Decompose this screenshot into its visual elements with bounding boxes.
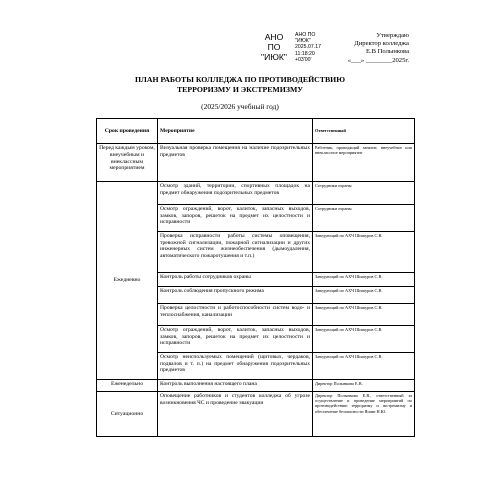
digital-signature-stamp — [259, 32, 333, 64]
responsible-cell: Директор Полынкова Е.В., ответственный за осуществление и проведение мероприятий по противодействию терроризму и экстремизму и обеспечение безопасности Яшин Н.Ю. — [313, 392, 415, 437]
stamp-name-line: ПО — [267, 42, 281, 52]
activity-cell: Контроль работы сотрудников охраны — [158, 273, 313, 287]
header-activity: Мероприятие — [158, 119, 313, 144]
activity-cell: Оповещение работников и студентов колледжа об угрозе возникновения ЧС и проведение эвакуации — [158, 392, 313, 437]
approval-line: Утверждаю — [376, 32, 409, 39]
responsible-cell: Сотрудники охраны — [313, 205, 415, 232]
responsible-cell: Работник, проводящий занятие, внеучебное или внеклассное мероприятие — [313, 144, 415, 182]
stamp-info-line: 11:18:20 — [295, 50, 315, 57]
plan-table — [96, 118, 415, 437]
stamp-info-line: "ИЮК" — [295, 38, 311, 45]
stamp-info-line: +03'00' — [295, 56, 312, 63]
header-responsible: Ответственный — [313, 119, 415, 144]
stamp-info-line: АНО ПО — [295, 32, 316, 38]
responsible-cell: Сотрудники охраны — [313, 182, 415, 205]
responsible-cell: Заведующий по АХЧ Шишуров С.В. — [313, 304, 415, 326]
approval-line: Директор колледжа — [354, 40, 409, 48]
table-row — [97, 182, 415, 205]
stamp-organization — [259, 32, 289, 62]
title-line-1: ПЛАН РАБОТЫ КОЛЛЕДЖА ПО ПРОТИВОДЕЙСТВИЮ — [134, 75, 346, 84]
term-cell-daily: Ежедневно — [97, 182, 158, 380]
activity-cell: Визуальная проверка помещения на наличие подозрительных предметов — [158, 144, 313, 182]
academic-year: (2025/2026 учебный год) — [201, 102, 279, 111]
activity-cell: Проверка целостности и работоспособности систем водо- и теплоснабжения, канализации — [158, 304, 313, 326]
activity-cell: Контроль соблюдения пропускного режима — [158, 287, 313, 304]
responsible-cell: Заведующий по АХЧ Шишуров С.В. — [313, 326, 415, 353]
activity-cell: Осмотр ограждений, ворот, калиток, запасных выходов, замков, запоров, решеток на предмет их целостности и исправности — [158, 326, 313, 353]
stamp-info-line: 2025.07.17 — [295, 44, 321, 51]
term-cell: Еженедельно — [97, 380, 158, 392]
document-title — [90, 75, 390, 94]
stamp-name-line: АНО — [264, 32, 284, 42]
responsible-cell: Заведующий по АХЧ Шишуров С.В. — [313, 287, 415, 304]
title-line-2: ТЕРРОРИЗМУ И ЭКСТРЕМИЗМУ — [176, 84, 304, 94]
approval-line: Е.В Полынкова — [365, 48, 409, 56]
table-row — [97, 380, 415, 392]
header-term: Срок проведения — [97, 119, 158, 144]
term-cell: Ситуационно — [97, 392, 158, 437]
activity-cell: Осмотр неиспользуемых помещений (щитовых, чердаков, подвалов и т. п.) на предмет обнаружения подозрительных предметов — [158, 353, 313, 380]
responsible-cell: Заведующий по АХЧ Шишуров С.В. — [313, 273, 415, 287]
stamp-name-line: "ИЮК" — [261, 52, 287, 62]
approval-line: «___» ________2025г. — [347, 56, 409, 64]
table-header-row — [97, 119, 415, 144]
responsible-cell: Заведующий по АХЧ Шишуров С.В. — [313, 232, 415, 273]
responsible-cell: Директор Полынкова Е.В. — [313, 380, 415, 392]
table-row — [97, 392, 415, 437]
activity-cell: Осмотр ограждений, ворот, калиток, запасных выходов, замков, запоров, решеток на предмет их целостности и исправности — [158, 205, 313, 232]
approval-block — [329, 32, 409, 65]
activity-cell: Осмотр зданий, территории, спортивных площадок на предмет обнаружения подозрительных предметов — [158, 182, 313, 205]
responsible-cell: Заведующий по АХЧ Шишуров С.В. — [313, 353, 415, 380]
activity-cell: Контроль выполнения настоящего плана — [158, 380, 313, 392]
table-row — [97, 144, 415, 182]
activity-cell: Проверка исправности работы системы оповещения, тревожной сигнализации, пожарной сигнализации и других инженерных систем жизнеобеспечения (дымоудаления, автоматического пожаротушения и т.п.) — [158, 232, 313, 273]
term-cell: Перед каждым уроком, внеучебным и внеклассным мероприятием — [97, 144, 158, 182]
